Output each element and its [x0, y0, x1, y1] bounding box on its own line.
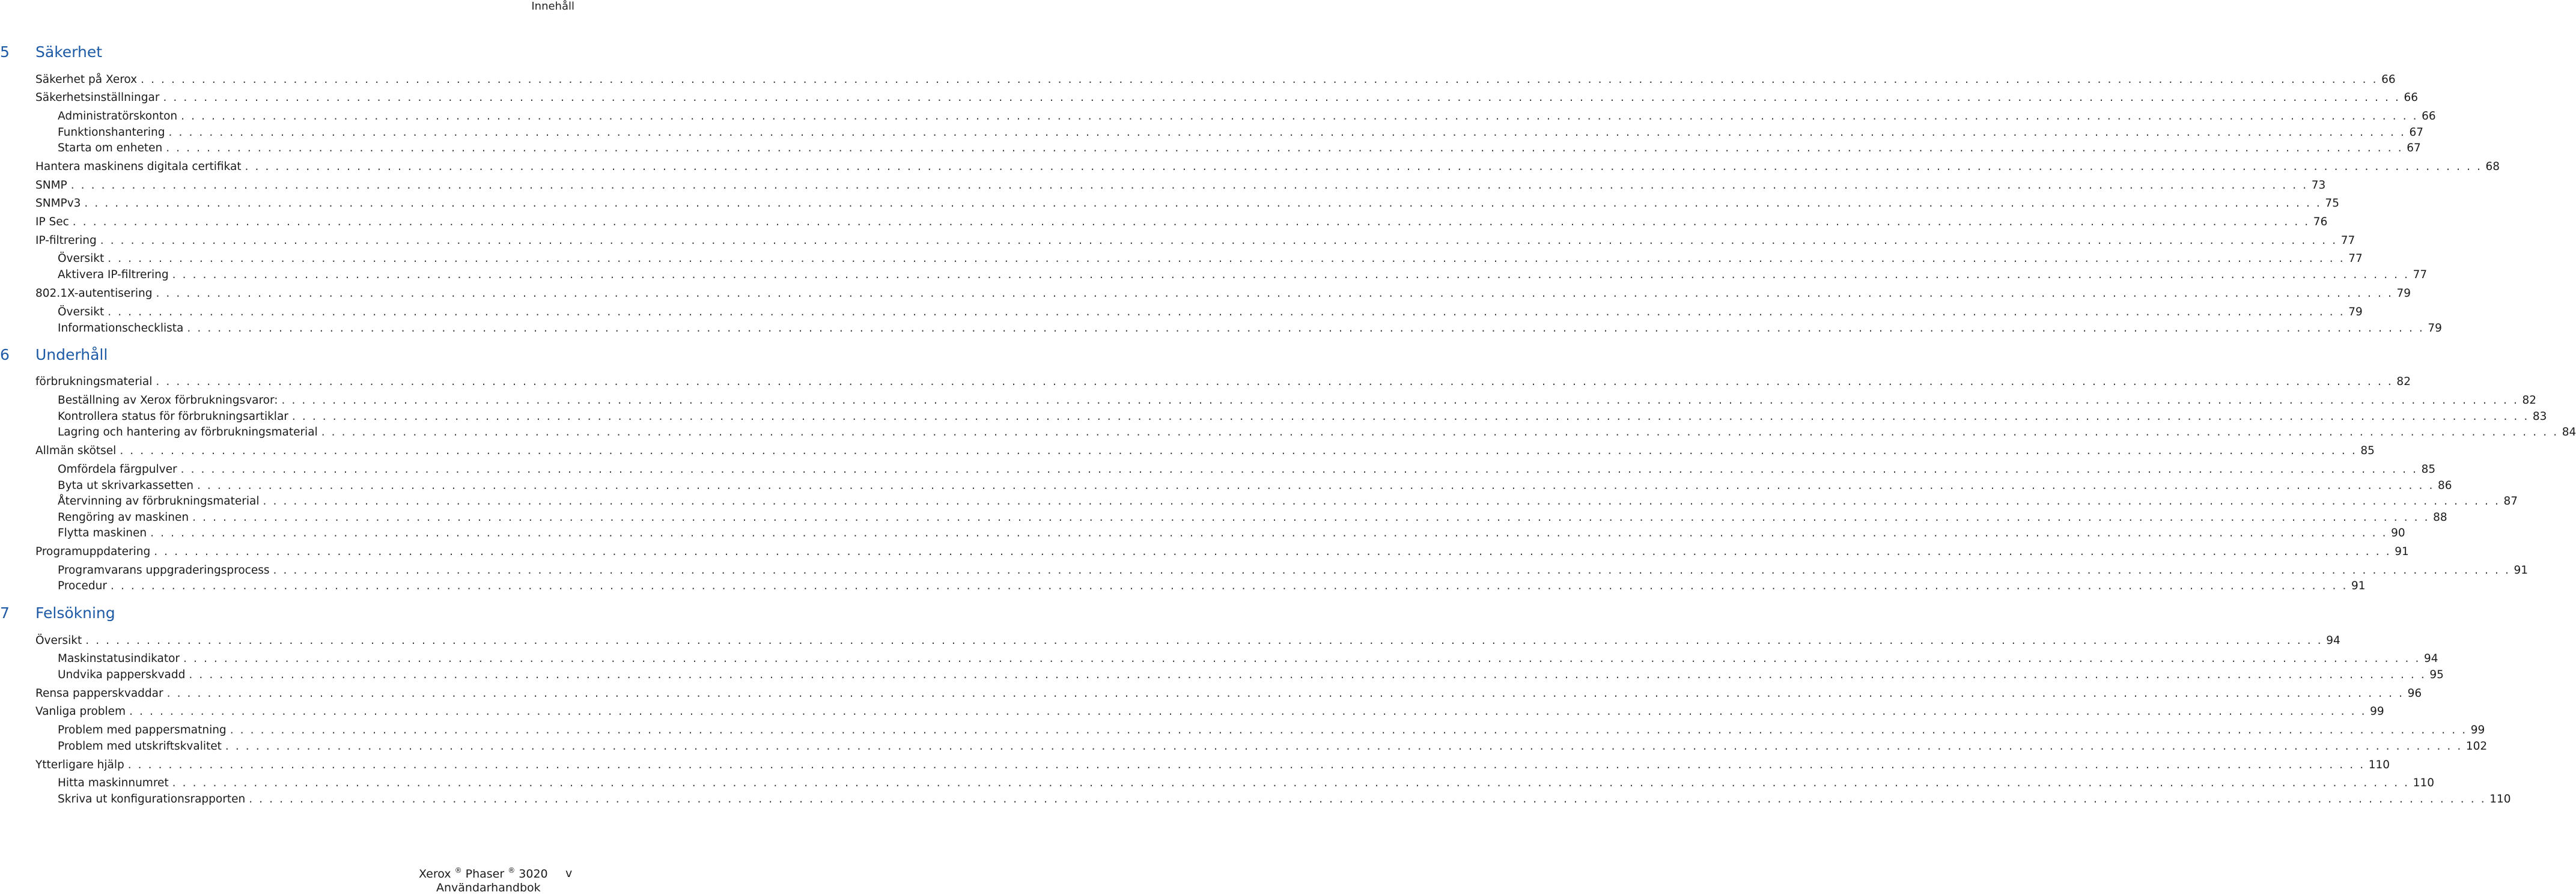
- toc-entry-label[interactable]: Starta om enheten: [58, 142, 163, 154]
- footer-product: Phaser: [465, 867, 505, 881]
- toc-entry-page[interactable]: 79: [2348, 306, 2363, 318]
- toc-entry-page[interactable]: 73: [2311, 179, 2326, 192]
- toc-entry[interactable]: [58, 425, 2576, 440]
- toc-entry[interactable]: [35, 704, 2384, 720]
- toc-entry-page[interactable]: 88: [2433, 511, 2447, 524]
- toc-entry[interactable]: [58, 739, 2488, 754]
- toc-entry[interactable]: [58, 251, 2363, 267]
- dot-leader: . . . . . . . . . . . . . . . . . . . . . . . . . . . . . . . . . . . . . . . . . . . . . . . . . . . . . . . . . . . . . . . . . . . . . . . . . . . . . . . . . . . . . . . . . . . . . . . . . . . . . . . . . . . . . . . . . . . . . . . . . . . . . . . . . . . . . . . . . . . . . . . . . . . . . . . . . . . . . . . . . . . . . . . . . . . . . . . . . . . . . . . . . . . . . . . . . . . . . . . . . . . . . . . . . . . . . . . . . . . .: [230, 724, 2467, 736]
- toc-entry[interactable]: [35, 90, 2418, 106]
- toc-entry-page[interactable]: 67: [2407, 142, 2421, 154]
- toc-entry-label[interactable]: Säkerhet på Xerox: [35, 73, 138, 86]
- toc-entry-page[interactable]: 96: [2407, 687, 2422, 700]
- toc-entry-label[interactable]: Vanliga problem: [35, 705, 126, 718]
- dot-leader: . . . . . . . . . . . . . . . . . . . . . . . . . . . . . . . . . . . . . . . . . . . . . . . . . . . . . . . . . . . . . . . . . . . . . . . . . . . . . . . . . . . . . . . . . . . . . . . . . . . . . . . . . . . . . . . . . . . . . . . . . . . . . . . . . . . . . . . . . . . . . . . . . . . . . . . . . . . . . . . . . . . . . . . . . . . . . . . . . . . . . . . . . . . . . . . . . . . . . . . . . . . . . . . . . . . . . . . . . . . .: [129, 705, 2367, 718]
- toc-entry[interactable]: [58, 526, 2405, 541]
- dot-leader: . . . . . . . . . . . . . . . . . . . . . . . . . . . . . . . . . . . . . . . . . . . . . . . . . . . . . . . . . . . . . . . . . . . . . . . . . . . . . . . . . . . . . . . . . . . . . . . . . . . . . . . . . . . . . . . . . . . . . . . . . . . . . . . . . . . . . . . . . . . . . . . . . . . . . . . . . . . . . . . . . . . . . . . . . . . . . . . . . . . . . . . . . . . . . . . . . . . . . . . . . . . . . . . . . . . . . . . . . . . .: [189, 669, 2426, 681]
- chapter-title: Säkerhet: [35, 43, 103, 61]
- toc-entry-label[interactable]: Säkerhetsinställningar: [35, 91, 160, 104]
- toc-entry-label[interactable]: Informationschecklista: [58, 322, 184, 335]
- toc-entry[interactable]: [58, 321, 2442, 336]
- dot-leader: . . . . . . . . . . . . . . . . . . . . . . . . . . . . . . . . . . . . . . . . . . . . . . . . . . . . . . . . . . . . . . . . . . . . . . . . . . . . . . . . . . . . . . . . . . . . . . . . . . . . . . . . . . . . . . . . . . . . . . . . . . . . . . . . . . . . . . . . . . . . . . . . . . . . . . . . . . . . . . . . . . . . . . . . . . . . . . . . . . . . . . . . . . . . . . . . . . . . . . . . . . . . . . . . . . . . . . . . . . . .: [127, 759, 2365, 771]
- dot-leader: . . . . . . . . . . . . . . . . . . . . . . . . . . . . . . . . . . . . . . . . . . . . . . . . . . . . . . . . . . . . . . . . . . . . . . . . . . . . . . . . . . . . . . . . . . . . . . . . . . . . . . . . . . . . . . . . . . . . . . . . . . . . . . . . . . . . . . . . . . . . . . . . . . . . . . . . . . . . . . . . . . . . . . . . . . . . . . . . . . . . . . . . . . . . . . . . . . . . . . . . . . . . . . . . . . . . . . . . . . . .: [187, 322, 2425, 335]
- dot-leader: . . . . . . . . . . . . . . . . . . . . . . . . . . . . . . . . . . . . . . . . . . . . . . . . . . . . . . . . . . . . . . . . . . . . . . . . . . . . . . . . . . . . . . . . . . . . . . . . . . . . . . . . . . . . . . . . . . . . . . . . . . . . . . . . . . . . . . . . . . . . . . . . . . . . . . . . . . . . . . . . . . . . . . . . . . . . . . . . . . . . . . . . . . . . . . . . . . . . . . . . . . . . . . . . . . . . . . . . . . . .: [263, 495, 2500, 508]
- dot-leader: . . . . . . . . . . . . . . . . . . . . . . . . . . . . . . . . . . . . . . . . . . . . . . . . . . . . . . . . . . . . . . . . . . . . . . . . . . . . . . . . . . . . . . . . . . . . . . . . . . . . . . . . . . . . . . . . . . . . . . . . . . . . . . . . . . . . . . . . . . . . . . . . . . . . . . . . . . . . . . . . . . . . . . . . . . . . . . . . . . . . . . . . . . . . . . . . . . . . . . . . . . . . . . . . . . . . . . . . . . . .: [166, 142, 2404, 154]
- dot-leader: . . . . . . . . . . . . . . . . . . . . . . . . . . . . . . . . . . . . . . . . . . . . . . . . . . . . . . . . . . . . . . . . . . . . . . . . . . . . . . . . . . . . . . . . . . . . . . . . . . . . . . . . . . . . . . . . . . . . . . . . . . . . . . . . . . . . . . . . . . . . . . . . . . . . . . . . . . . . . . . . . . . . . . . . . . . . . . . . . . . . . . . . . . . . . . . . . . . . . . . . . . . . . . . . . . . . . . . . . . . .: [192, 511, 2430, 524]
- toc-entry-label[interactable]: Problem med pappersmatning: [58, 724, 227, 736]
- dot-leader: . . . . . . . . . . . . . . . . . . . . . . . . . . . . . . . . . . . . . . . . . . . . . . . . . . . . . . . . . . . . . . . . . . . . . . . . . . . . . . . . . . . . . . . . . . . . . . . . . . . . . . . . . . . . . . . . . . . . . . . . . . . . . . . . . . . . . . . . . . . . . . . . . . . . . . . . . . . . . . . . . . . . . . . . . . . . . . . . . . . . . . . . . . . . . . . . . . . . . . . . . . . . . . . . . . . . . . . . . . . .: [163, 91, 2401, 104]
- toc-entry[interactable]: [35, 374, 2411, 390]
- toc-entry-page[interactable]: 94: [2424, 652, 2438, 665]
- dot-leader: . . . . . . . . . . . . . . . . . . . . . . . . . . . . . . . . . . . . . . . . . . . . . . . . . . . . . . . . . . . . . . . . . . . . . . . . . . . . . . . . . . . . . . . . . . . . . . . . . . . . . . . . . . . . . . . . . . . . . . . . . . . . . . . . . . . . . . . . . . . . . . . . . . . . . . . . . . . . . . . . . . . . . . . . . . . . . . . . . . . . . . . . . . . . . . . . . . . . . . . . . . . . . . . . . . . . . . . . . . . .: [166, 687, 2404, 700]
- toc-entry[interactable]: [35, 633, 2340, 649]
- toc-entry-page[interactable]: 87: [2503, 495, 2518, 508]
- chapter-heading: [0, 43, 577, 65]
- registered-mark: ®: [508, 866, 516, 875]
- dot-leader: . . . . . . . . . . . . . . . . . . . . . . . . . . . . . . . . . . . . . . . . . . . . . . . . . . . . . . . . . . . . . . . . . . . . . . . . . . . . . . . . . . . . . . . . . . . . . . . . . . . . . . . . . . . . . . . . . . . . . . . . . . . . . . . . . . . . . . . . . . . . . . . . . . . . . . . . . . . . . . . . . . . . . . . . . . . . . . . . . . . . . . . . . . . . . . . . . . . . . . . . . . . . . . . . . . . . . . . . . . . .: [181, 110, 2419, 123]
- toc-entry-page[interactable]: 67: [2409, 126, 2424, 139]
- toc-entry-page[interactable]: 79: [2396, 287, 2411, 300]
- toc-entry-page[interactable]: 66: [2422, 110, 2436, 123]
- footer-product-name: [419, 866, 548, 881]
- chapter-number: 5: [0, 43, 10, 61]
- toc-entry-label[interactable]: förbrukningsmaterial: [35, 375, 153, 388]
- toc-entry-page[interactable]: 95: [2429, 669, 2444, 681]
- toc-entry[interactable]: [58, 478, 2452, 494]
- toc-entry-page[interactable]: 91: [2395, 545, 2409, 558]
- toc-entry-page[interactable]: 85: [2360, 444, 2375, 457]
- toc-entry-page[interactable]: 99: [2370, 705, 2384, 718]
- chapter-heading: [0, 604, 577, 626]
- dot-leader: . . . . . . . . . . . . . . . . . . . . . . . . . . . . . . . . . . . . . . . . . . . . . . . . . . . . . . . . . . . . . . . . . . . . . . . . . . . . . . . . . . . . . . . . . . . . . . . . . . . . . . . . . . . . . . . . . . . . . . . . . . . . . . . . . . . . . . . . . . . . . . . . . . . . . . . . . . . . . . . . . . . . . . . . . . . . . . . . . . . . . . . . . . . . . . . . . . . . . . . . . . . . . . . . . . . . . . . . . . . .: [150, 527, 2388, 539]
- toc-entry[interactable]: [35, 72, 2396, 88]
- toc-entry[interactable]: [58, 667, 2444, 683]
- toc-entry-label[interactable]: Kontrollera status för förbrukningsartiklar: [58, 410, 288, 423]
- toc-entry-label[interactable]: IP Sec: [35, 216, 69, 228]
- dot-leader: . . . . . . . . . . . . . . . . . . . . . . . . . . . . . . . . . . . . . . . . . . . . . . . . . . . . . . . . . . . . . . . . . . . . . . . . . . . . . . . . . . . . . . . . . . . . . . . . . . . . . . . . . . . . . . . . . . . . . . . . . . . . . . . . . . . . . . . . . . . . . . . . . . . . . . . . . . . . . . . . . . . . . . . . . . . . . . . . . . . . . . . . . . . . . . . . . . . . . . . . . . . . . . . . . . . . . . . . . . . .: [120, 444, 2357, 457]
- dot-leader: . . . . . . . . . . . . . . . . . . . . . . . . . . . . . . . . . . . . . . . . . . . . . . . . . . . . . . . . . . . . . . . . . . . . . . . . . . . . . . . . . . . . . . . . . . . . . . . . . . . . . . . . . . . . . . . . . . . . . . . . . . . . . . . . . . . . . . . . . . . . . . . . . . . . . . . . . . . . . . . . . . . . . . . . . . . . . . . . . . . . . . . . . . . . . . . . . . . . . . . . . . . . . . . . . . . . . . . . . . . .: [84, 197, 2322, 210]
- dot-leader: . . . . . . . . . . . . . . . . . . . . . . . . . . . . . . . . . . . . . . . . . . . . . . . . . . . . . . . . . . . . . . . . . . . . . . . . . . . . . . . . . . . . . . . . . . . . . . . . . . . . . . . . . . . . . . . . . . . . . . . . . . . . . . . . . . . . . . . . . . . . . . . . . . . . . . . . . . . . . . . . . . . . . . . . . . . . . . . . . . . . . . . . . . . . . . . . . . . . . . . . . . . . . . . . . . . . . . . . . . . .: [156, 375, 2393, 388]
- dot-leader: . . . . . . . . . . . . . . . . . . . . . . . . . . . . . . . . . . . . . . . . . . . . . . . . . . . . . . . . . . . . . . . . . . . . . . . . . . . . . . . . . . . . . . . . . . . . . . . . . . . . . . . . . . . . . . . . . . . . . . . . . . . . . . . . . . . . . . . . . . . . . . . . . . . . . . . . . . . . . . . . . . . . . . . . . . . . . . . . . . . . . . . . . . . . . . . . . . . . . . . . . . . . . . . . . . . . . . . . . . . .: [196, 479, 2434, 492]
- footer-brand: Xerox: [419, 867, 451, 881]
- toc-entry-page[interactable]: 84: [2562, 426, 2576, 438]
- chapter-number: 6: [0, 346, 10, 363]
- dot-leader: . . . . . . . . . . . . . . . . . . . . . . . . . . . . . . . . . . . . . . . . . . . . . . . . . . . . . . . . . . . . . . . . . . . . . . . . . . . . . . . . . . . . . . . . . . . . . . . . . . . . . . . . . . . . . . . . . . . . . . . . . . . . . . . . . . . . . . . . . . . . . . . . . . . . . . . . . . . . . . . . . . . . . . . . . . . . . . . . . . . . . . . . . . . . . . . . . . . . . . . . . . . . . . . . . . . . . . . . . . . .: [141, 73, 2378, 86]
- toc-entry[interactable]: [35, 544, 2409, 560]
- dot-leader: . . . . . . . . . . . . . . . . . . . . . . . . . . . . . . . . . . . . . . . . . . . . . . . . . . . . . . . . . . . . . . . . . . . . . . . . . . . . . . . . . . . . . . . . . . . . . . . . . . . . . . . . . . . . . . . . . . . . . . . . . . . . . . . . . . . . . . . . . . . . . . . . . . . . . . . . . . . . . . . . . . . . . . . . . . . . . . . . . . . . . . . . . . . . . . . . . . . . . . . . . . . . . . . . . . . . . . . . . . . .: [85, 634, 2323, 647]
- toc-entry-page[interactable]: 77: [2340, 234, 2355, 247]
- toc-entry[interactable]: [58, 775, 2434, 791]
- toc-entry-page[interactable]: 86: [2437, 479, 2452, 492]
- toc-entry-page[interactable]: 83: [2532, 410, 2547, 423]
- dot-leader: . . . . . . . . . . . . . . . . . . . . . . . . . . . . . . . . . . . . . . . . . . . . . . . . . . . . . . . . . . . . . . . . . . . . . . . . . . . . . . . . . . . . . . . . . . . . . . . . . . . . . . . . . . . . . . . . . . . . . . . . . . . . . . . . . . . . . . . . . . . . . . . . . . . . . . . . . . . . . . . . . . . . . . . . . . . . . . . . . . . . . . . . . . . . . . . . . . . . . . . . . . . . . . . . . . . . . . . . . . . .: [72, 216, 2310, 228]
- toc-entry-label[interactable]: Omfördela färgpulver: [58, 463, 177, 476]
- toc-entry-label[interactable]: Översikt: [58, 252, 105, 265]
- toc-entry-label[interactable]: Översikt: [35, 634, 82, 647]
- toc-entry-label[interactable]: Återvinning av förbrukningsmaterial: [58, 495, 260, 508]
- toc-entry-label[interactable]: Programuppdatering: [35, 545, 151, 558]
- toc-entry[interactable]: [35, 443, 2375, 459]
- toc-entry-page[interactable]: 91: [2351, 580, 2366, 592]
- dot-leader: . . . . . . . . . . . . . . . . . . . . . . . . . . . . . . . . . . . . . . . . . . . . . . . . . . . . . . . . . . . . . . . . . . . . . . . . . . . . . . . . . . . . . . . . . . . . . . . . . . . . . . . . . . . . . . . . . . . . . . . . . . . . . . . . . . . . . . . . . . . . . . . . . . . . . . . . . . . . . . . . . . . . . . . . . . . . . . . . . . . . . . . . . . . . . . . . . . . . . . . . . . . . . . . . . . . . . . . . . . . .: [168, 126, 2406, 139]
- toc-entry-page[interactable]: 110: [2489, 793, 2511, 806]
- toc-entry-label[interactable]: Hitta maskinnumret: [58, 777, 169, 789]
- dot-leader: . . . . . . . . . . . . . . . . . . . . . . . . . . . . . . . . . . . . . . . . . . . . . . . . . . . . . . . . . . . . . . . . . . . . . . . . . . . . . . . . . . . . . . . . . . . . . . . . . . . . . . . . . . . . . . . . . . . . . . . . . . . . . . . . . . . . . . . . . . . . . . . . . . . . . . . . . . . . . . . . . . . . . . . . . . . . . . . . . . . . . . . . . . . . . . . . . . . . . . . . . . . . . . . . . . . . . . . . . . . .: [100, 234, 2337, 247]
- registered-mark: ®: [454, 866, 462, 875]
- toc-entry[interactable]: [58, 109, 2436, 124]
- toc-entry-label[interactable]: Aktivera IP-filtrering: [58, 268, 169, 281]
- toc-entry-page[interactable]: 99: [2470, 724, 2485, 736]
- dot-leader: . . . . . . . . . . . . . . . . . . . . . . . . . . . . . . . . . . . . . . . . . . . . . . . . . . . . . . . . . . . . . . . . . . . . . . . . . . . . . . . . . . . . . . . . . . . . . . . . . . . . . . . . . . . . . . . . . . . . . . . . . . . . . . . . . . . . . . . . . . . . . . . . . . . . . . . . . . . . . . . . . . . . . . . . . . . . . . . . . . . . . . . . . . . . . . . . . . . . . . . . . . . . . . . . . . . . . . . . . . . .: [110, 580, 2348, 592]
- toc-entry-label[interactable]: Flytta maskinen: [58, 527, 147, 539]
- toc-entry-page[interactable]: 85: [2421, 463, 2436, 476]
- toc-entry-label[interactable]: Undvika papperskvadd: [58, 669, 186, 681]
- dot-leader: . . . . . . . . . . . . . . . . . . . . . . . . . . . . . . . . . . . . . . . . . . . . . . . . . . . . . . . . . . . . . . . . . . . . . . . . . . . . . . . . . . . . . . . . . . . . . . . . . . . . . . . . . . . . . . . . . . . . . . . . . . . . . . . . . . . . . . . . . . . . . . . . . . . . . . . . . . . . . . . . . . . . . . . . . . . . . . . . . . . . . . . . . . . . . . . . . . . . . . . . . . . . . . . . . . . . . . . . . . . .: [291, 410, 2529, 423]
- dot-leader: . . . . . . . . . . . . . . . . . . . . . . . . . . . . . . . . . . . . . . . . . . . . . . . . . . . . . . . . . . . . . . . . . . . . . . . . . . . . . . . . . . . . . . . . . . . . . . . . . . . . . . . . . . . . . . . . . . . . . . . . . . . . . . . . . . . . . . . . . . . . . . . . . . . . . . . . . . . . . . . . . . . . . . . . . . . . . . . . . . . . . . . . . . . . . . . . . . . . . . . . . . . . . . . . . . . . . . . . . . . .: [281, 394, 2519, 407]
- toc-entry-page[interactable]: 91: [2514, 564, 2529, 577]
- dot-leader: . . . . . . . . . . . . . . . . . . . . . . . . . . . . . . . . . . . . . . . . . . . . . . . . . . . . . . . . . . . . . . . . . . . . . . . . . . . . . . . . . . . . . . . . . . . . . . . . . . . . . . . . . . . . . . . . . . . . . . . . . . . . . . . . . . . . . . . . . . . . . . . . . . . . . . . . . . . . . . . . . . . . . . . . . . . . . . . . . . . . . . . . . . . . . . . . . . . . . . . . . . . . . . . . . . . . . . . . . . . .: [108, 252, 2345, 265]
- toc-entry-page[interactable]: 82: [2396, 375, 2411, 388]
- dot-leader: . . . . . . . . . . . . . . . . . . . . . . . . . . . . . . . . . . . . . . . . . . . . . . . . . . . . . . . . . . . . . . . . . . . . . . . . . . . . . . . . . . . . . . . . . . . . . . . . . . . . . . . . . . . . . . . . . . . . . . . . . . . . . . . . . . . . . . . . . . . . . . . . . . . . . . . . . . . . . . . . . . . . . . . . . . . . . . . . . . . . . . . . . . . . . . . . . . . . . . . . . . . . . . . . . . . . . . . . . . . .: [273, 564, 2511, 577]
- dot-leader: . . . . . . . . . . . . . . . . . . . . . . . . . . . . . . . . . . . . . . . . . . . . . . . . . . . . . . . . . . . . . . . . . . . . . . . . . . . . . . . . . . . . . . . . . . . . . . . . . . . . . . . . . . . . . . . . . . . . . . . . . . . . . . . . . . . . . . . . . . . . . . . . . . . . . . . . . . . . . . . . . . . . . . . . . . . . . . . . . . . . . . . . . . . . . . . . . . . . . . . . . . . . . . . . . . . . . . . . . . . .: [154, 545, 2392, 558]
- toc-entry-label[interactable]: Administratörskonton: [58, 110, 178, 123]
- toc-entry-page[interactable]: 68: [2485, 160, 2500, 173]
- toc-entry-label[interactable]: Allmän skötsel: [35, 444, 117, 457]
- dot-leader: . . . . . . . . . . . . . . . . . . . . . . . . . . . . . . . . . . . . . . . . . . . . . . . . . . . . . . . . . . . . . . . . . . . . . . . . . . . . . . . . . . . . . . . . . . . . . . . . . . . . . . . . . . . . . . . . . . . . . . . . . . . . . . . . . . . . . . . . . . . . . . . . . . . . . . . . . . . . . . . . . . . . . . . . . . . . . . . . . . . . . . . . . . . . . . . . . . . . . . . . . . . . . . . . . . . . . . . . . . . .: [172, 777, 2410, 789]
- chapter-number: 7: [0, 604, 10, 622]
- toc-entry-label[interactable]: Beställning av Xerox förbrukningsvaror:: [58, 394, 278, 407]
- toc-entry[interactable]: [58, 393, 2537, 408]
- dot-leader: . . . . . . . . . . . . . . . . . . . . . . . . . . . . . . . . . . . . . . . . . . . . . . . . . . . . . . . . . . . . . . . . . . . . . . . . . . . . . . . . . . . . . . . . . . . . . . . . . . . . . . . . . . . . . . . . . . . . . . . . . . . . . . . . . . . . . . . . . . . . . . . . . . . . . . . . . . . . . . . . . . . . . . . . . . . . . . . . . . . . . . . . . . . . . . . . . . . . . . . . . . . . . . . . . . . . . . . . . . . .: [172, 268, 2410, 281]
- chapter-title: Felsökning: [35, 604, 115, 622]
- toc-entry-page[interactable]: 79: [2428, 322, 2442, 335]
- toc-entry-page[interactable]: 110: [2368, 759, 2390, 771]
- toc-entry[interactable]: [58, 563, 2529, 578]
- toc-entry-label[interactable]: Maskinstatusindikator: [58, 652, 180, 665]
- toc-entry-label[interactable]: SNMPv3: [35, 197, 81, 210]
- toc-entry-page[interactable]: 77: [2413, 268, 2428, 281]
- toc-entry-label[interactable]: Procedur: [58, 580, 107, 592]
- running-header: Innehåll: [531, 0, 574, 13]
- toc-entry-page[interactable]: 66: [2404, 91, 2418, 104]
- toc-entry-label[interactable]: Lagring och hantering av förbrukningsmaterial: [58, 426, 318, 438]
- dot-leader: . . . . . . . . . . . . . . . . . . . . . . . . . . . . . . . . . . . . . . . . . . . . . . . . . . . . . . . . . . . . . . . . . . . . . . . . . . . . . . . . . . . . . . . . . . . . . . . . . . . . . . . . . . . . . . . . . . . . . . . . . . . . . . . . . . . . . . . . . . . . . . . . . . . . . . . . . . . . . . . . . . . . . . . . . . . . . . . . . . . . . . . . . . . . . . . . . . . . . . . . . . . . . . . . . . . . . . . . . . . .: [321, 426, 2559, 438]
- toc-entry[interactable]: [58, 578, 2366, 594]
- toc-entry[interactable]: [58, 510, 2447, 526]
- toc-entry[interactable]: [35, 159, 2500, 175]
- toc-entry[interactable]: [58, 305, 2363, 320]
- toc-entry-label[interactable]: Programvarans uppgraderingsprocess: [58, 564, 270, 577]
- footer-model: 3020: [519, 867, 548, 881]
- dot-leader: . . . . . . . . . . . . . . . . . . . . . . . . . . . . . . . . . . . . . . . . . . . . . . . . . . . . . . . . . . . . . . . . . . . . . . . . . . . . . . . . . . . . . . . . . . . . . . . . . . . . . . . . . . . . . . . . . . . . . . . . . . . . . . . . . . . . . . . . . . . . . . . . . . . . . . . . . . . . . . . . . . . . . . . . . . . . . . . . . . . . . . . . . . . . . . . . . . . . . . . . . . . . . . . . . . . . . . . . . . . .: [225, 740, 2462, 753]
- toc-entry[interactable]: [58, 723, 2485, 738]
- toc-entry-label[interactable]: Rengöring av maskinen: [58, 511, 189, 524]
- toc-entry[interactable]: [58, 651, 2438, 667]
- toc-entry[interactable]: [58, 267, 2428, 283]
- dot-leader: . . . . . . . . . . . . . . . . . . . . . . . . . . . . . . . . . . . . . . . . . . . . . . . . . . . . . . . . . . . . . . . . . . . . . . . . . . . . . . . . . . . . . . . . . . . . . . . . . . . . . . . . . . . . . . . . . . . . . . . . . . . . . . . . . . . . . . . . . . . . . . . . . . . . . . . . . . . . . . . . . . . . . . . . . . . . . . . . . . . . . . . . . . . . . . . . . . . . . . . . . . . . . . . . . . . . . . . . . . . .: [183, 652, 2421, 665]
- dot-leader: . . . . . . . . . . . . . . . . . . . . . . . . . . . . . . . . . . . . . . . . . . . . . . . . . . . . . . . . . . . . . . . . . . . . . . . . . . . . . . . . . . . . . . . . . . . . . . . . . . . . . . . . . . . . . . . . . . . . . . . . . . . . . . . . . . . . . . . . . . . . . . . . . . . . . . . . . . . . . . . . . . . . . . . . . . . . . . . . . . . . . . . . . . . . . . . . . . . . . . . . . . . . . . . . . . . . . . . . . . . .: [156, 287, 2393, 300]
- toc-entry[interactable]: [35, 233, 2355, 249]
- toc-entry-label[interactable]: Byta ut skrivarkassetten: [58, 479, 193, 492]
- dot-leader: . . . . . . . . . . . . . . . . . . . . . . . . . . . . . . . . . . . . . . . . . . . . . . . . . . . . . . . . . . . . . . . . . . . . . . . . . . . . . . . . . . . . . . . . . . . . . . . . . . . . . . . . . . . . . . . . . . . . . . . . . . . . . . . . . . . . . . . . . . . . . . . . . . . . . . . . . . . . . . . . . . . . . . . . . . . . . . . . . . . . . . . . . . . . . . . . . . . . . . . . . . . . . . . . . . . . . . . . . . . .: [108, 306, 2345, 318]
- toc-entry[interactable]: [58, 409, 2547, 425]
- toc-entry[interactable]: [35, 178, 2326, 193]
- toc-entry[interactable]: [58, 125, 2424, 141]
- toc-entry-label[interactable]: IP-filtrering: [35, 234, 97, 247]
- toc-entry[interactable]: [35, 196, 2339, 211]
- toc-entry[interactable]: [58, 141, 2421, 156]
- toc-entry-page[interactable]: 102: [2465, 740, 2488, 753]
- dot-leader: . . . . . . . . . . . . . . . . . . . . . . . . . . . . . . . . . . . . . . . . . . . . . . . . . . . . . . . . . . . . . . . . . . . . . . . . . . . . . . . . . . . . . . . . . . . . . . . . . . . . . . . . . . . . . . . . . . . . . . . . . . . . . . . . . . . . . . . . . . . . . . . . . . . . . . . . . . . . . . . . . . . . . . . . . . . . . . . . . . . . . . . . . . . . . . . . . . . . . . . . . . . . . . . . . . . . . . . . . . . .: [249, 793, 2486, 806]
- dot-leader: . . . . . . . . . . . . . . . . . . . . . . . . . . . . . . . . . . . . . . . . . . . . . . . . . . . . . . . . . . . . . . . . . . . . . . . . . . . . . . . . . . . . . . . . . . . . . . . . . . . . . . . . . . . . . . . . . . . . . . . . . . . . . . . . . . . . . . . . . . . . . . . . . . . . . . . . . . . . . . . . . . . . . . . . . . . . . . . . . . . . . . . . . . . . . . . . . . . . . . . . . . . . . . . . . . . . . . . . . . . .: [180, 463, 2418, 476]
- toc-entry[interactable]: [58, 792, 2511, 807]
- toc-entry-page[interactable]: 94: [2326, 634, 2340, 647]
- toc-entry-label[interactable]: Hantera maskinens digitala certifikat: [35, 160, 242, 173]
- toc-entry-page[interactable]: 66: [2381, 73, 2396, 86]
- toc-entry-label[interactable]: Översikt: [58, 306, 105, 318]
- toc-entry[interactable]: [35, 286, 2411, 302]
- toc-entry-page[interactable]: 75: [2325, 197, 2339, 210]
- chapter-heading: [0, 346, 577, 368]
- footer-guide-title: Användarhandbok: [436, 881, 541, 894]
- toc-entry-page[interactable]: 76: [2313, 216, 2328, 228]
- toc-entry-label[interactable]: SNMP: [35, 179, 67, 192]
- dot-leader: . . . . . . . . . . . . . . . . . . . . . . . . . . . . . . . . . . . . . . . . . . . . . . . . . . . . . . . . . . . . . . . . . . . . . . . . . . . . . . . . . . . . . . . . . . . . . . . . . . . . . . . . . . . . . . . . . . . . . . . . . . . . . . . . . . . . . . . . . . . . . . . . . . . . . . . . . . . . . . . . . . . . . . . . . . . . . . . . . . . . . . . . . . . . . . . . . . . . . . . . . . . . . . . . . . . . . . . . . . . .: [245, 160, 2482, 173]
- chapter-title: Underhåll: [35, 346, 108, 363]
- toc-entry-page[interactable]: 90: [2391, 527, 2405, 539]
- dot-leader: . . . . . . . . . . . . . . . . . . . . . . . . . . . . . . . . . . . . . . . . . . . . . . . . . . . . . . . . . . . . . . . . . . . . . . . . . . . . . . . . . . . . . . . . . . . . . . . . . . . . . . . . . . . . . . . . . . . . . . . . . . . . . . . . . . . . . . . . . . . . . . . . . . . . . . . . . . . . . . . . . . . . . . . . . . . . . . . . . . . . . . . . . . . . . . . . . . . . . . . . . . . . . . . . . . . . . . . . . . . .: [70, 179, 2308, 192]
- toc-entry[interactable]: [58, 462, 2436, 478]
- toc-entry-page[interactable]: 77: [2348, 252, 2363, 265]
- toc-entry[interactable]: [58, 494, 2518, 509]
- toc-entry-page[interactable]: 82: [2522, 394, 2537, 407]
- toc-entry-label[interactable]: Ytterligare hjälp: [35, 759, 124, 771]
- footer-page-number: v: [565, 867, 573, 880]
- toc-entry-label[interactable]: Funktionshantering: [58, 126, 165, 139]
- toc-entry-label[interactable]: Skriva ut konfigurationsrapporten: [58, 793, 246, 806]
- toc-entry-label[interactable]: 802.1X-autentisering: [35, 287, 153, 300]
- toc-entry-page[interactable]: 110: [2413, 777, 2434, 789]
- toc-entry-label[interactable]: Problem med utskriftskvalitet: [58, 740, 222, 753]
- toc-entry[interactable]: [35, 757, 2390, 773]
- toc-entry[interactable]: [35, 214, 2328, 230]
- toc-entry-label[interactable]: Rensa papperskvaddar: [35, 687, 163, 700]
- toc-entry[interactable]: [35, 686, 2422, 702]
